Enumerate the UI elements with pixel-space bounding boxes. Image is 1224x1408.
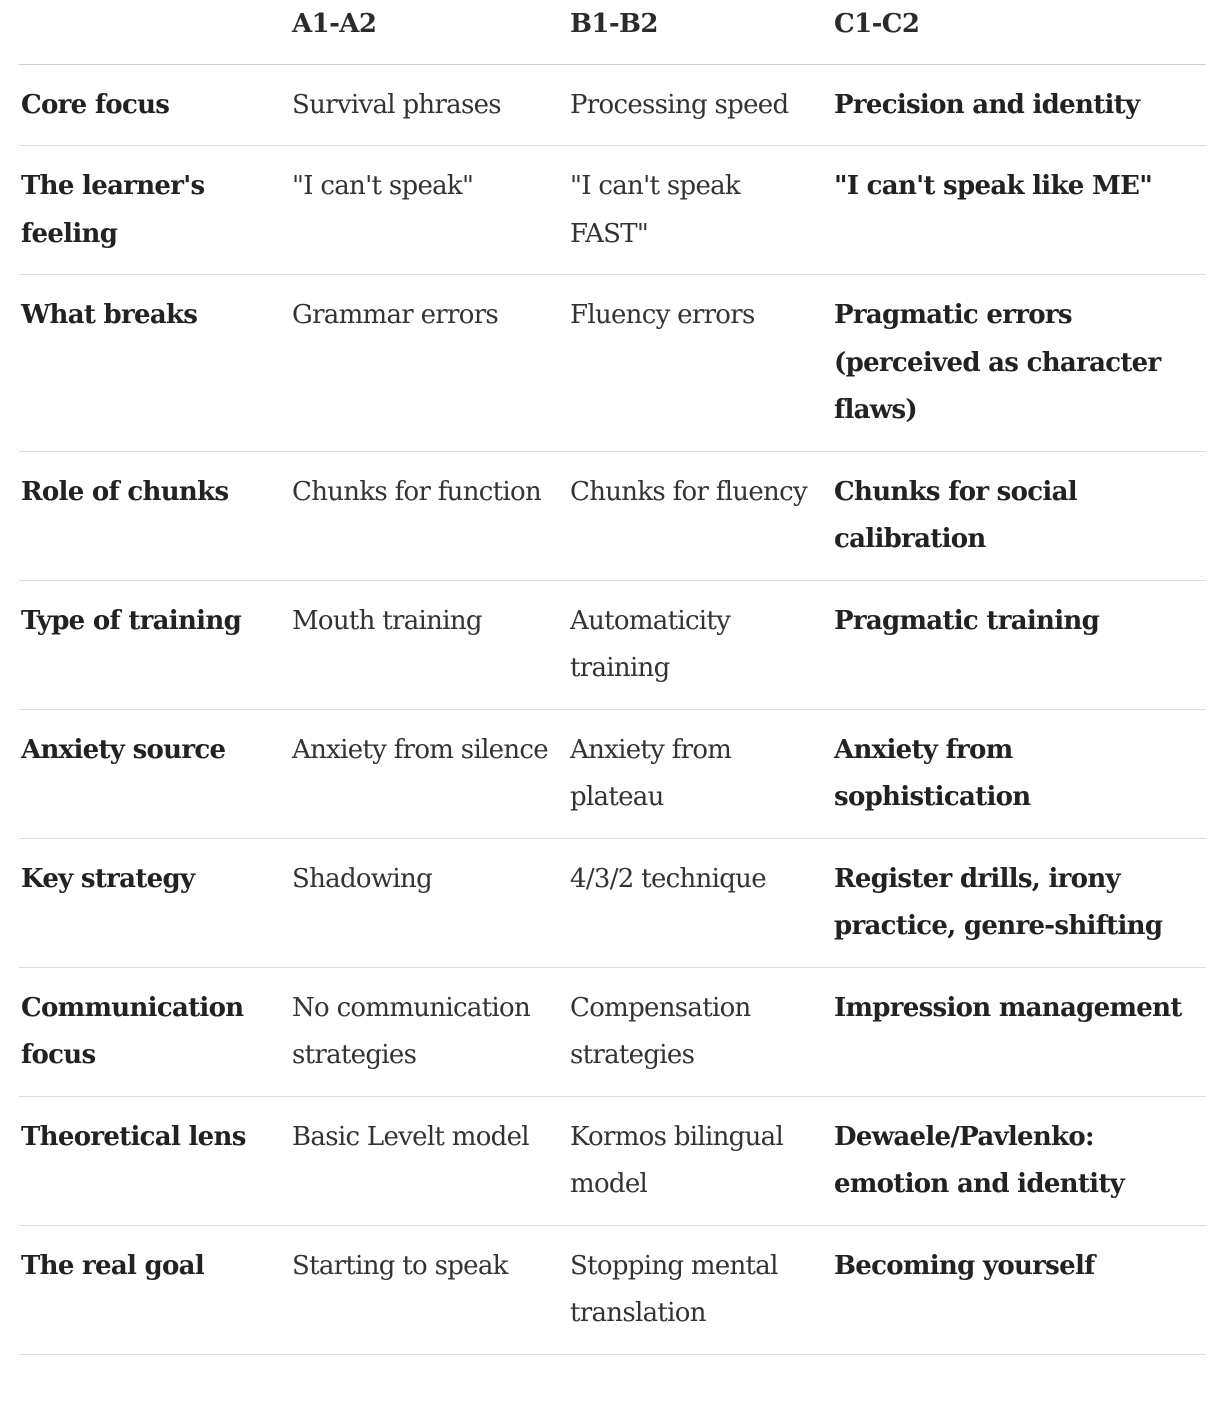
row-label: Theoretical lens [19, 1096, 292, 1225]
cell-b1-b2: Chunks for fluency [570, 451, 834, 580]
header-corner [19, 0, 292, 64]
cell-a1-a2: Shadowing [292, 838, 570, 967]
cell-b1-b2: Fluency errors [570, 275, 834, 452]
row-label: The real goal [19, 1225, 292, 1354]
cell-b1-b2: Stopping mental translation [570, 1225, 834, 1354]
table-row [19, 967, 1206, 1096]
cell-c1-c2: Register drills, irony practice, genre-shifting [834, 838, 1206, 967]
cell-c1-c2: Pragmatic training [834, 580, 1206, 709]
cell-c1-c2: Dewaele/Pavlenko: emotion and identity [834, 1096, 1206, 1225]
header-level-c1-c2: C1-C2 [834, 0, 1206, 64]
cell-b1-b2: Compensation strategies [570, 967, 834, 1096]
cell-b1-b2: 4/3/2 technique [570, 838, 834, 967]
cell-c1-c2: Pragmatic errors (perceived as character flaws) [834, 275, 1206, 452]
table-row [19, 709, 1206, 838]
cell-c1-c2: Precision and identity [834, 64, 1206, 146]
row-label: Core focus [19, 64, 292, 146]
cell-b1-b2: "I can't speak FAST" [570, 146, 834, 275]
cell-a1-a2: Survival phrases [292, 64, 570, 146]
cell-c1-c2: Chunks for social calibration [834, 451, 1206, 580]
cell-a1-a2: No communication strategies [292, 967, 570, 1096]
table-row [19, 1096, 1206, 1225]
row-label: Type of training [19, 580, 292, 709]
row-label: What breaks [19, 275, 292, 452]
level-comparison-table [19, 0, 1206, 1355]
cell-a1-a2: Starting to speak [292, 1225, 570, 1354]
row-label: Anxiety source [19, 709, 292, 838]
cell-a1-a2: Basic Levelt model [292, 1096, 570, 1225]
cell-b1-b2: Anxiety from plateau [570, 709, 834, 838]
table-row [19, 451, 1206, 580]
row-label: Role of chunks [19, 451, 292, 580]
table-row [19, 1225, 1206, 1354]
cell-b1-b2: Processing speed [570, 64, 834, 146]
cell-a1-a2: Mouth training [292, 580, 570, 709]
cell-c1-c2: Anxiety from sophistication [834, 709, 1206, 838]
cell-a1-a2: Grammar errors [292, 275, 570, 452]
table-row [19, 838, 1206, 967]
header-level-b1-b2: B1-B2 [570, 0, 834, 64]
cell-c1-c2: Becoming yourself [834, 1225, 1206, 1354]
header-level-a1-a2: A1-A2 [292, 0, 570, 64]
table-row [19, 275, 1206, 452]
cell-c1-c2: Impression management [834, 967, 1206, 1096]
table-row [19, 580, 1206, 709]
row-label: The learner's feeling [19, 146, 292, 275]
table-row [19, 64, 1206, 146]
row-label: Communication focus [19, 967, 292, 1096]
cell-a1-a2: Chunks for function [292, 451, 570, 580]
cell-c1-c2: "I can't speak like ME" [834, 146, 1206, 275]
table-row [19, 146, 1206, 275]
header-row [19, 0, 1206, 64]
cell-b1-b2: Kormos bilingual model [570, 1096, 834, 1225]
cell-b1-b2: Automaticity training [570, 580, 834, 709]
cell-a1-a2: Anxiety from silence [292, 709, 570, 838]
cell-a1-a2: "I can't speak" [292, 146, 570, 275]
row-label: Key strategy [19, 838, 292, 967]
